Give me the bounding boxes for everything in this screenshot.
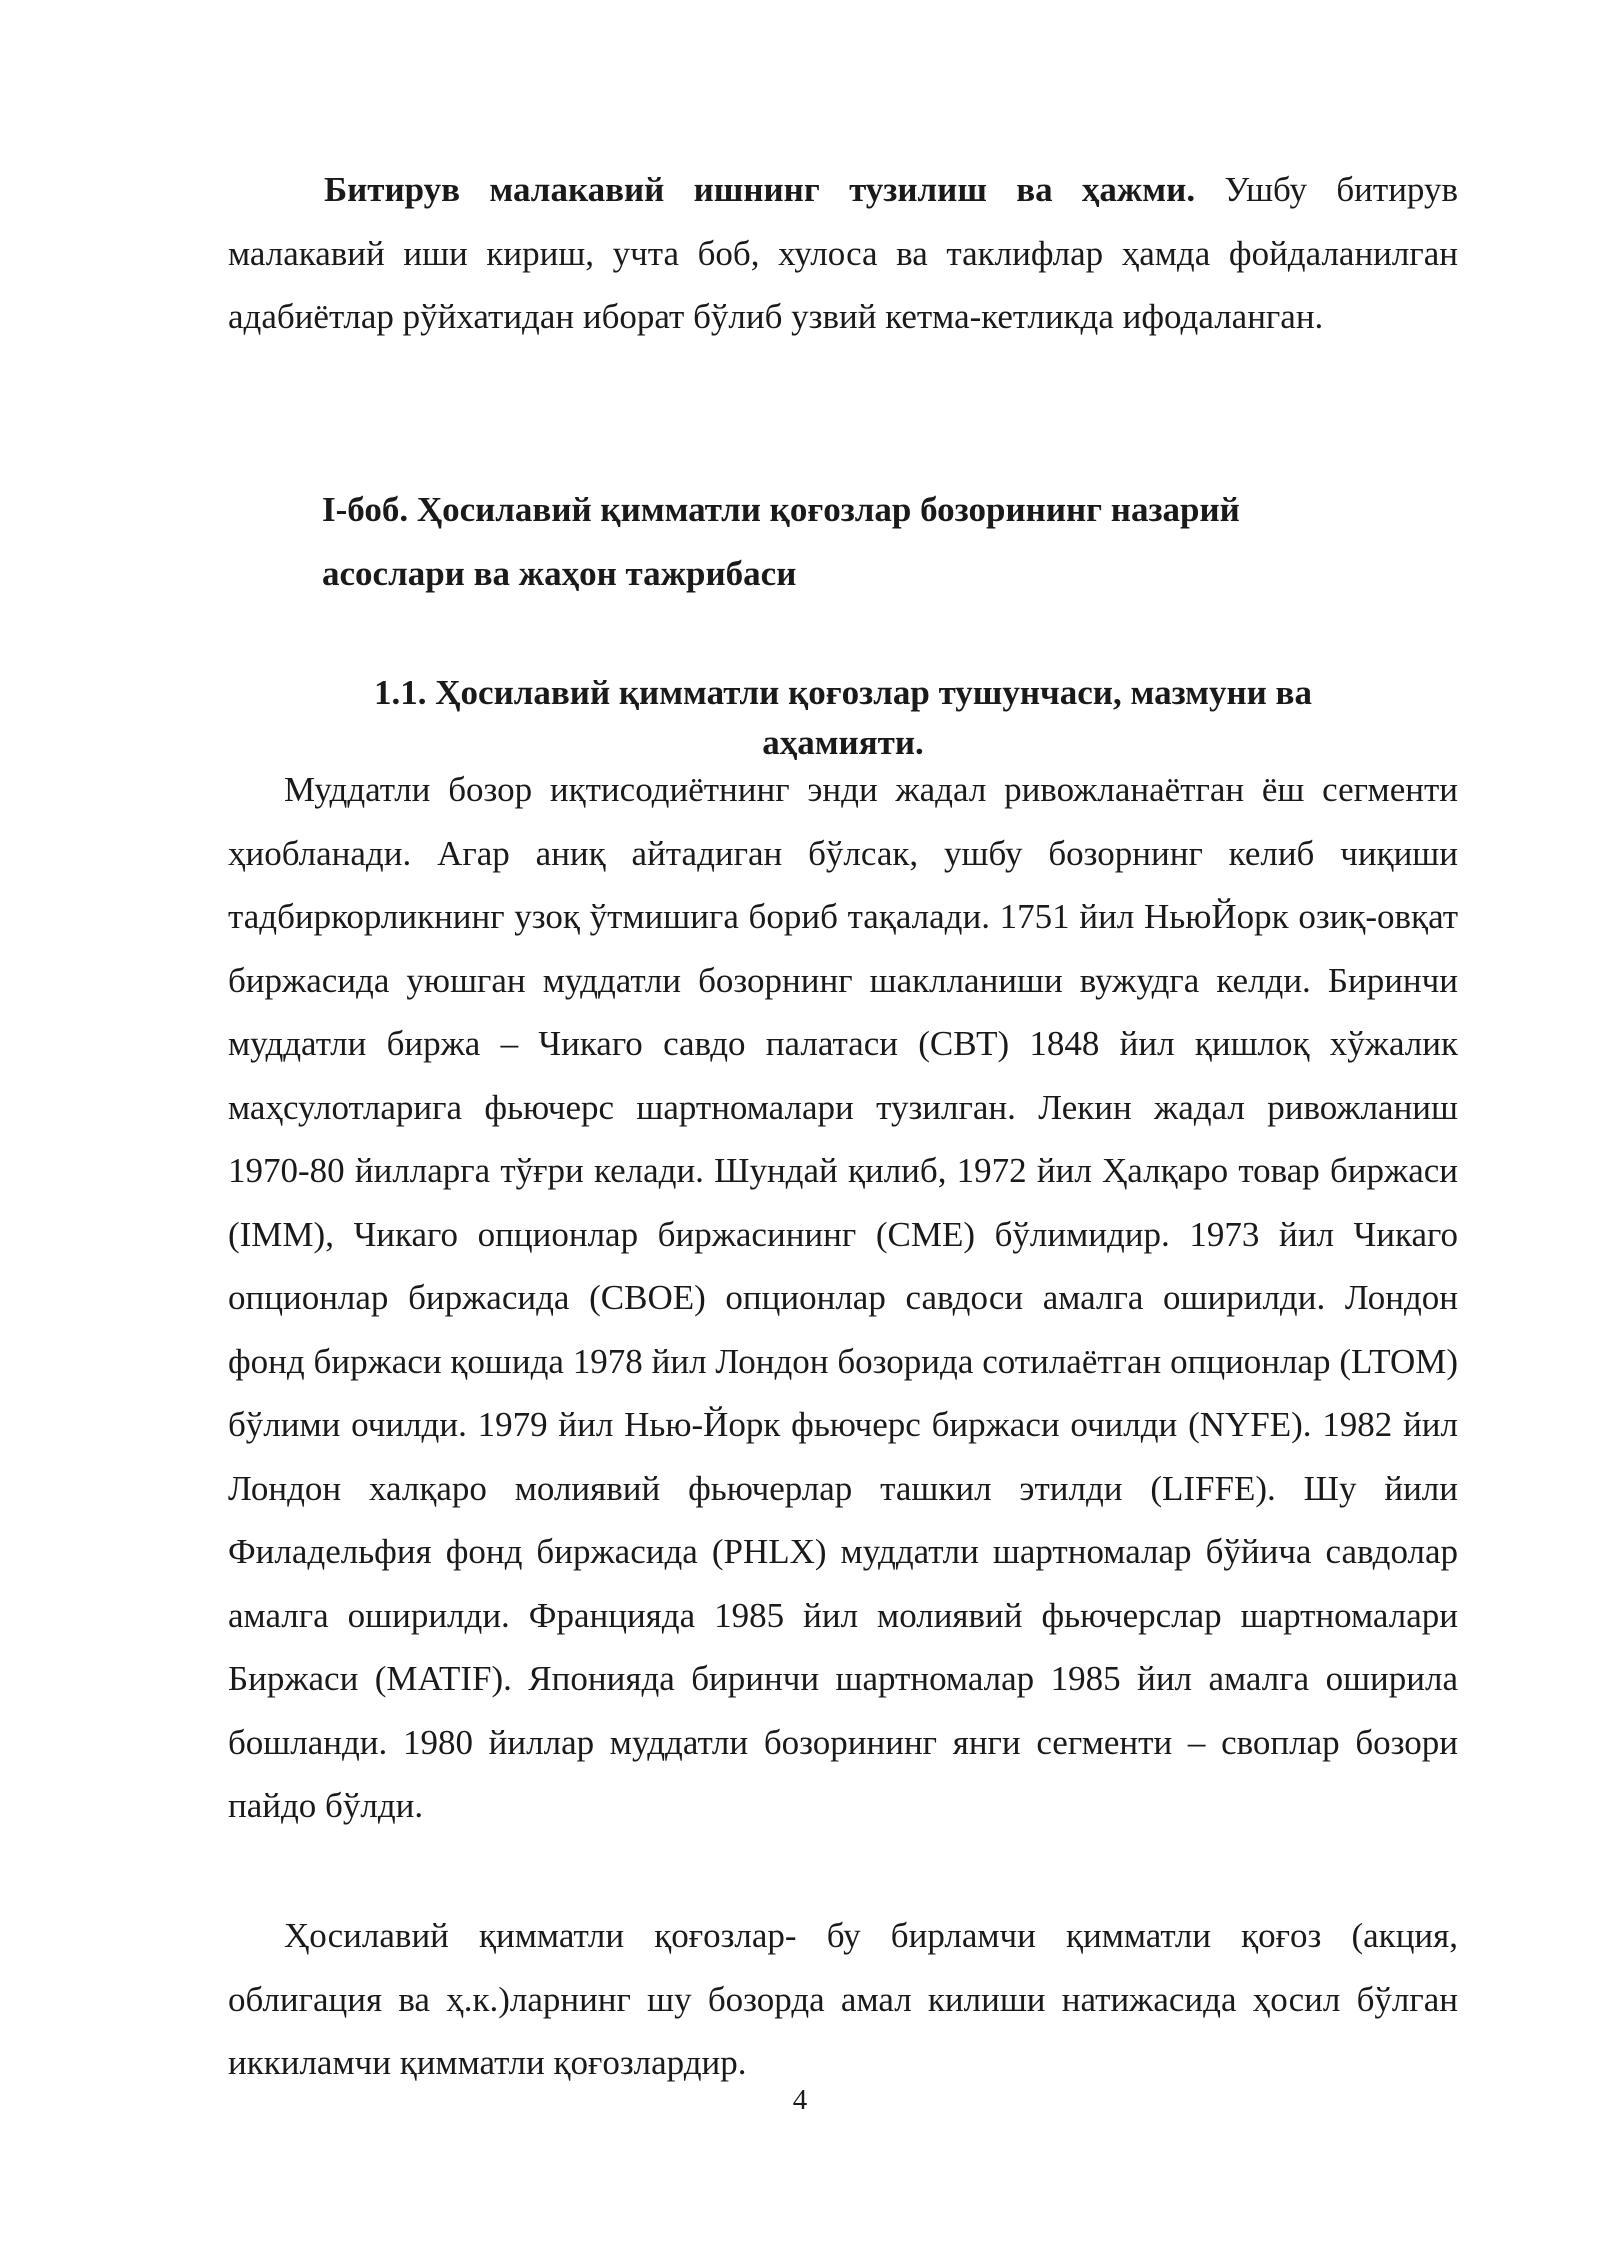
section-title — [228, 668, 1458, 768]
body-paragraph-1: Муддатли бозор иқтисодиётнинг энди жадал ривожланаётган ёш сегменти ҳиобланади. Агар аниқ айтадиган бўлсак, ушбу бозорнинг келиб чиқиши тадбиркорликнинг узоқ ўтмишига бориб тақалади. 1751 йил НьюЙорк озиқ-овқат биржасида уюшган муддатли бозорнинг шаклланиши вужудга келди. Биринчи муддатли биржа – Чикаго савдо палатаси (СВТ) 1848 йил қишлоқ хўжалик маҳсулотларига фьючерс шартномалари тузилган. Лекин жадал ривожланиш 1970-80 йилларга тўғри келади. Шундай қилиб, 1972 йил Ҳалқаро товар биржаси (IMM), Чикаго опционлар биржасининг (CME) бўлимидир. 1973 йил Чикаго опционлар биржасида (CBOE) опционлар савдоси амалга оширилди. Лондон фонд биржаси қошида 1978 йил Лондон бозорида сотилаётган опционлар (LTOM) бўлими очилди. 1979 йил Нью-Йорк фьючерс биржаси очилди (NYFE). 1982 йил Лондон халқаро молиявий фьючерлар ташкил этилди (LIFFE). Шу йили Филадельфия фонд биржасида (PHLX) муддатли шартномалар бўйича савдолар амалга оширилди. Францияда 1985 йил молиявий фьючерслар шартномалари Биржаси (MATIF). Японияда биринчи шартномалар 1985 йил амалга оширила бошланди. 1980 йиллар муддатли бозорининг янги сегменти – своплар бозори пайдо бўлди. — [228, 770, 1458, 1825]
section-title-line1: 1.1. Ҳосилавий қимматли қоғозлар тушунчаси, мазмуни ва — [374, 673, 1312, 712]
intro-text: Ушбу битирув малакавий иши кириш, учта боб, хулоса ва таклифлар ҳамда фойдаланилган адабиётлар рўйхатидан иборат бўлиб узвий кетма-кетликда ифодаланган. — [228, 170, 1458, 336]
section-title-line2: аҳамияти. — [762, 723, 924, 762]
chapter-title-line2: асослари ва жаҳон тажрибаси — [322, 553, 797, 593]
intro-paragraph — [228, 158, 1458, 349]
chapter-title — [322, 478, 1402, 605]
page-number: 4 — [792, 2084, 808, 2116]
body-paragraph-2: Ҳосилавий қимматли қоғозлар- бу бирламчи қимматли қоғоз (акция, облигация ва ҳ.к.)ларнинг шу бозорда амал килиши натижасида ҳосил бўлган иккиламчи қимматли қоғозлардир. — [228, 1916, 1458, 2082]
chapter-title-line1: I-боб. Ҳосилавий қимматли қоғозлар бозорининг назарий — [322, 490, 1240, 529]
intro-lead: Битирув малакавий ишнинг тузилиш ва ҳажми. — [324, 170, 1196, 209]
